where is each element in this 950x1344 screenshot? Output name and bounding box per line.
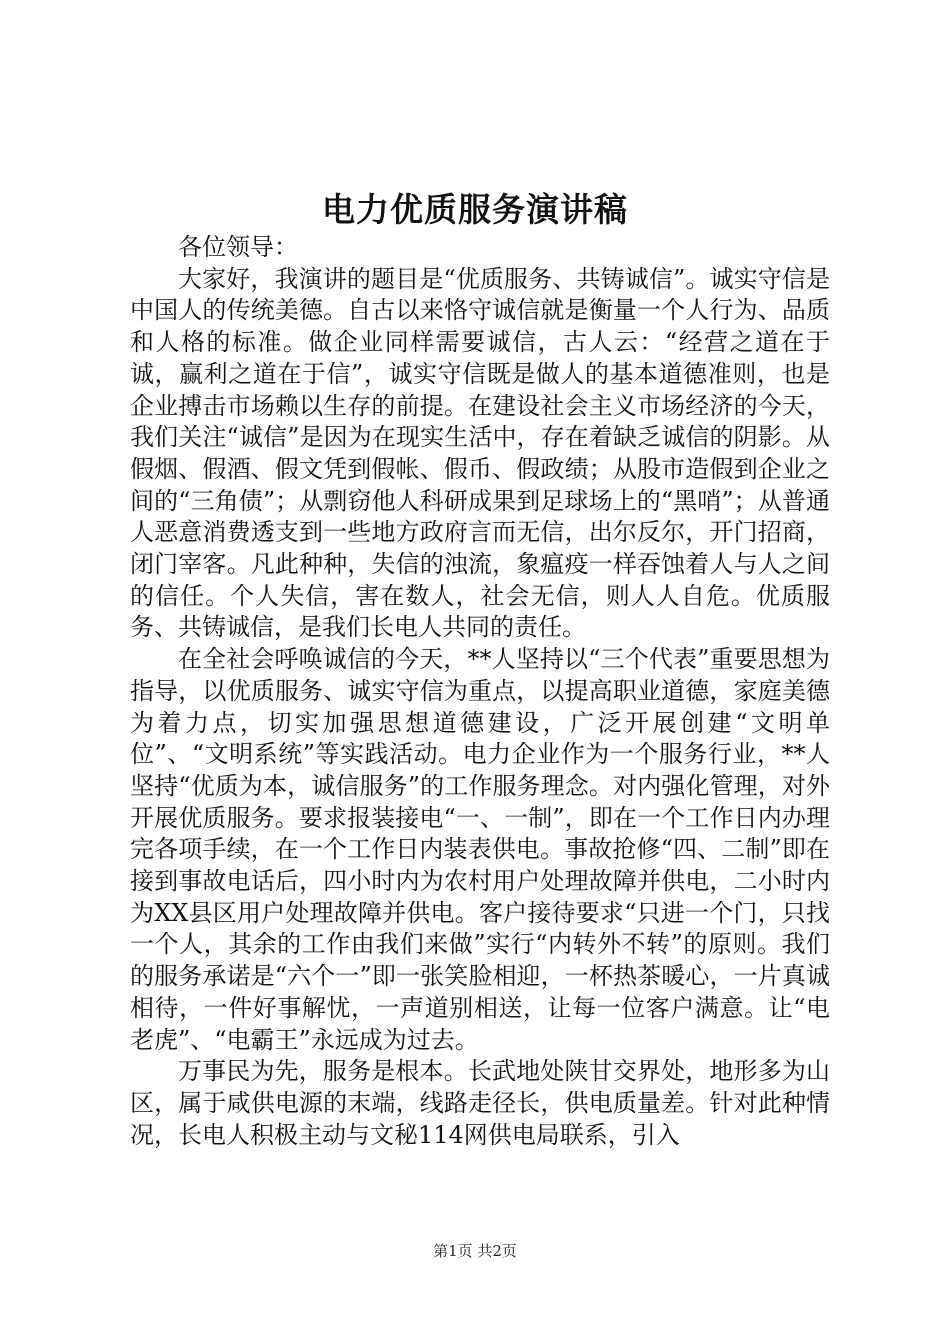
page-number-footer: 第1页 共2页 [433, 1242, 517, 1260]
document-title: 电力优质服务演讲稿 [322, 190, 628, 229]
document-body [130, 232, 830, 1151]
body-paragraph-2: 在全社会呼唤诚信的今天，**人坚持以“三个代表”重要思想为指导，以优质服务、诚实守信为重点，以提高职业道德，家庭美德为着力点，切实加强思想道德建设，广泛开展创建“文明单位”、“文明系统”等实践活动。电力企业作为一个服务行业，**人坚持“优质为本，诚信服务”的工作服务理念。对内强化管理，对外开展优质服务。要求报装接电“一、一制”，即在一个工作日内办理完各项手续，在一个工作日内装表供电。事故抢修“四、二制”即在接到事故电话后，四小时内为农村用户处理故障并供电，二小时内为XX县区用户处理故障并供电。客户接待要求“只进一个门，只找一个人，其余的工作由我们来做”实行“内转外不转”的原则。我们的服务承诺是“六个一”即一张笑脸相迎，一杯热茶暖心，一片真诚相待，一件好事解忧，一声道别相送，让每一位客户满意。让“电老虎”、“电霸王”永远成为过去。 [130, 645, 830, 1054]
body-paragraph-3: 万事民为先，服务是根本。长武地处陕甘交界处，地形多为山区，属于咸供电源的末端，线路走径长，供电质量差。针对此种情况，长电人积极主动与文秘114网供电局联系，引入 [130, 1057, 830, 1149]
salutation-paragraph: 各位领导： [178, 233, 298, 261]
body-paragraph-1: 大家好，我演讲的题目是“优质服务、共铸诚信”。诚实守信是中国人的传统美德。自古以来恪守诚信就是衡量一个人行为、品质和人格的标准。做企业同样需要诚信，古人云：“经营之道在于诚，赢利之道在于信”，诚实守信既是做人的基本道德准则，也是企业搏击市场赖以生存的前提。在建设社会主义市场经济的今天，我们关注“诚信”是因为在现实生活中，存在着缺乏诚信的阴影。从假烟、假酒、假文凭到假帐、假币、假政绩；从股市造假到企业之间的“三角债”；从剽窃他人科研成果到足球场上的“黑哨”；从普通人恶意消费透支到一些地方政府言而无信，出尔反尔，开门招商，闭门宰客。凡此种种，失信的浊流，象瘟疫一样吞蚀着人与人之间的信任。个人失信，害在数人，社会无信，则人人自危。优质服务、共铸诚信，是我们长电人共同的责任。 [130, 264, 830, 642]
